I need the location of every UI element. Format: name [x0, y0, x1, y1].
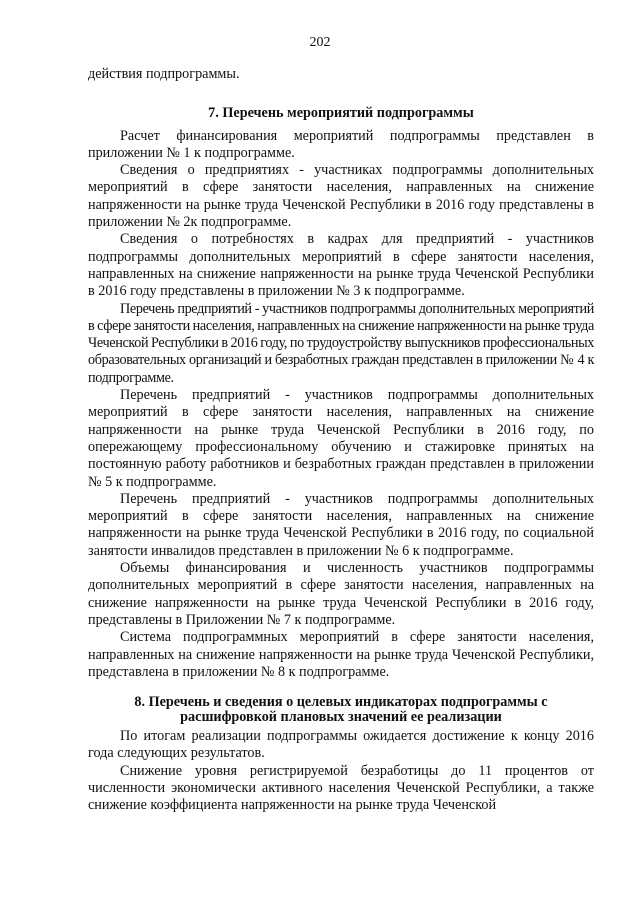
section-7-paragraph-2: Сведения о предприятиях - участниках подпрограммы дополнительных мероприятий в сфере занятости населения, направленных на снижение напряженности на рынке труда Чеченской Республики в 2016 году представлены в приложении № 2к подпрограмме. — [88, 162, 594, 231]
section-7-paragraph-4: Перечень предприятий - участников подпрограммы дополнительных мероприятий в сфере занятости населения, направленных на снижение напряженности на рынке труда Чеченской Республики в 2016 году, по трудоустройству выпускников профессиональных образовательных организаций и безработных граждан представлен в приложении № 4 к подпрограмме. — [88, 300, 594, 386]
section-7-paragraph-6: Перечень предприятий - участников подпрограммы дополнительных мероприятий в сфере занятости населения, направленных на снижение напряженности на рынке труда Чеченской Республики в 2016 году, по социальной занятости инвалидов представлен в приложении № 6 к подпрограмме. — [88, 490, 594, 559]
document-body — [88, 66, 594, 815]
section-7-paragraph-8: Система подпрограммных мероприятий в сфере занятости населения, направленных на снижение напряженности на рынке труда Чеченской Республики, представлена в приложении № 8 к подпрограмме. — [88, 629, 594, 680]
section-8-paragraph-1: По итогам реализации подпрограммы ожидается достижение к концу 2016 года следующих результатов. — [88, 728, 594, 762]
section-7-title: 7. Перечень мероприятий подпрограммы — [208, 105, 474, 122]
section-7-paragraph-1: Расчет финансирования мероприятий подпрограммы представлен в приложении № 1 к подпрограмме. — [88, 127, 594, 161]
section-8-paragraph-2: Снижение уровня регистрируемой безработицы до 11 процентов от численности экономически активного населения Чеченской Республики, а также снижение коэффициента напряженности на рынке труда Чеченской — [88, 762, 594, 814]
page-number: 202 — [309, 35, 331, 50]
section-7-paragraph-3: Сведения о потребностях в кадрах для предприятий - участников подпрограммы дополнительных мероприятий в сфере занятости населения, направленных на снижение напряженности на рынке труда Чеченской Республики в 2016 году представлены в приложении № 3 к подпрограмме. — [88, 231, 594, 300]
section-8-title — [88, 695, 594, 725]
section-8-title-line-2: расшифровкой плановых значений ее реализации — [180, 709, 502, 726]
section-8-title-line-1: 8. Перечень и сведения о целевых индикаторах подпрограммы с — [134, 694, 548, 711]
section-7-paragraph-7: Объемы финансирования и численность участников подпрограммы дополнительных мероприятий в сфере занятости населения, направленных на снижение напряженности на рынке труда Чеченской Республики в 2016 году, представлены в Приложении № 7 к подпрограмме. — [88, 560, 594, 628]
lead-line: действия подпрограммы. — [88, 66, 240, 82]
section-7-paragraph-5: Перечень предприятий - участников подпрограммы дополнительных мероприятий в сфере занятости населения, направленных на снижение напряженности на рынке труда Чеченской Республики в 2016 году, по опережающему профессиональному обучению и стажировке принятых на постоянную работу работников и безработных граждан представлен в приложении № 5 к подпрограмме. — [88, 387, 594, 490]
